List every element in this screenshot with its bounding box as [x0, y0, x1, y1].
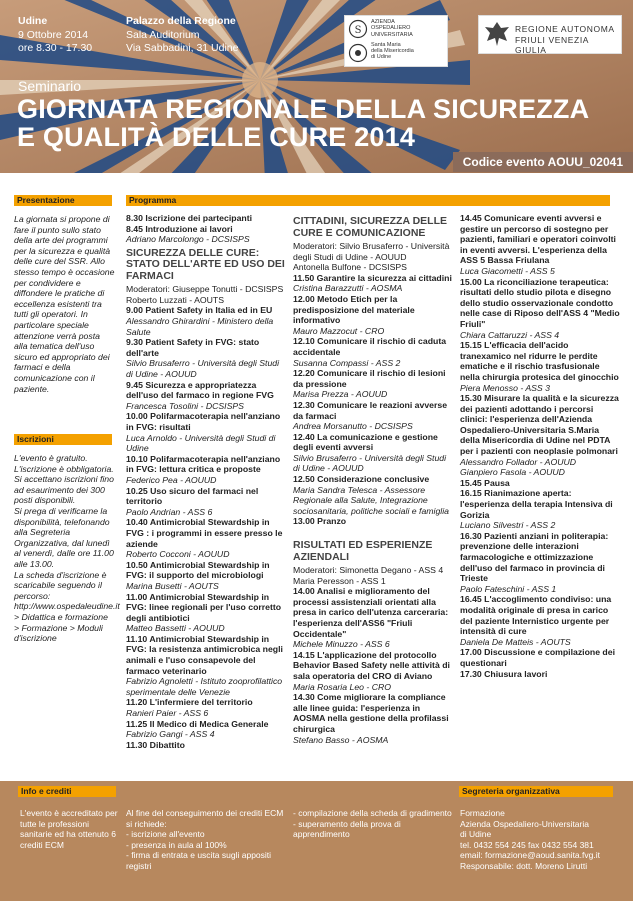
programme-talk: 13.00 Pranzo: [293, 516, 347, 527]
programme-talk: 9.30 Patient Safety in FVG: stato dell'arte: [126, 337, 260, 358]
programme-section-title: SICUREZZA DELLE CURE: STATO DELL'ARTE ED USO DEI FARMACI: [126, 246, 285, 282]
ecm-req: - presenza in aula al 100%: [126, 839, 227, 850]
programme-speaker: Piera Menosso - ASS 3: [460, 382, 550, 393]
event-time: ore 8.30 - 17.30: [18, 42, 93, 54]
programma-header: [126, 195, 610, 206]
segreteria-text: [460, 808, 630, 871]
programme-talk: 14.30 Come migliorare la compliance alle linee guida: l'esperienza in AOSMA nella gestione della profilassi chirurgica: [293, 692, 449, 734]
title-line1: GIORNATA REGIONALE DELLA SICUREZZA: [17, 94, 590, 124]
programme-speaker: Michele Minuzzo - ASS 6: [293, 639, 390, 650]
programme-talk: 15.45 Pausa: [460, 477, 510, 488]
programme-speaker: Luca Arnoldo - Università degli Studi di Udine: [126, 432, 276, 454]
venue-address: Via Sabbadini, 31 Udine: [126, 42, 239, 54]
programme-talk: 14.00 Analisi e miglioramento del processi assistenziali orientati alla presa in carico dell'utenza carceraria: l'esperienza dell'ASS6 "Friuli Occidentale": [293, 586, 449, 639]
programme-speaker: Fabrizio Gangi - ASS 4: [126, 729, 215, 740]
programma-label: Programma: [129, 195, 177, 205]
presentazione-text: La giornata si propone di fare il punto sullo stato della arte dei programmi per la sicurezza e qualità delle cure del SSR. Allo stesso tempo è occasione per condividere e diffondere le pratiche di eccellenza esistenti tra tutti gli operatori. In particolare speciale attenzione verrà posta alla tematica dell'uso sicuro ed appropriato dei farmaci e della comunicazione con il paziente.: [14, 214, 115, 394]
programme-speaker: Maria Sandra Telesca - Assessore Regionale alla Salute, Integrazione sociosanitaria, politiche sociali e famiglia: [293, 484, 449, 516]
segreteria-line: di Udine: [460, 829, 492, 839]
programme-moderator: Antonella Bulfone - DCSISPS: [293, 262, 407, 273]
iscrizioni-line: Si accettano iscrizioni fino ad esaurimento dei 300 posti disponibili.: [14, 474, 114, 506]
programme-speaker: Fabrizio Agnoletti - Istituto zooprofilattico sperimentale delle Venezie: [126, 676, 283, 697]
event-code-badge: Codice evento AOUU_02041: [453, 152, 633, 172]
region-logo-line1: REGIONE AUTONOMA: [515, 24, 615, 34]
info-label: Info e crediti: [21, 786, 72, 796]
iscrizioni-link[interactable]: http://www.ospedaleudine.it > Didattica e formazione > Formazione > Moduli d'iscrizione: [14, 601, 120, 644]
programme-talk: 10.25 Uso sicuro del farmaci nel territorio: [126, 485, 259, 507]
programme-talk: 11.25 Il Medico di Medica Generale: [126, 718, 269, 729]
programme-talk: 8.45 Introduzione ai lavori: [126, 223, 233, 234]
iscrizioni-label: Iscrizioni: [17, 434, 54, 444]
programme-talk: 11.00 Antimicrobial Stewardship in FVG: linee regionali per l'uso corretto degli antibiotici: [126, 591, 282, 623]
segreteria-header: [459, 786, 613, 797]
region-logo-line2: FRIULI VENEZIA GIULIA: [515, 34, 589, 55]
ecm-requirements-2: [293, 808, 453, 840]
segreteria-label: Segreteria organizzativa: [462, 786, 560, 796]
iscrizioni-line: La scheda d'iscrizione è scaricabile seguendo il percorso:: [14, 569, 107, 601]
iscrizioni-text: [14, 453, 120, 644]
programme-talk: 12.20 Comunicare il rischio di lesioni da pressione: [293, 368, 446, 389]
programme-speaker: Ranieri Paier - ASS 6: [126, 708, 209, 719]
programme-speaker: Maria Rosaria Leo - CRO: [293, 681, 392, 692]
hospital-crest-icon: [348, 43, 368, 63]
hospital-logo-line2: OSPEDALIERO: [371, 25, 411, 32]
programme-speaker: Paolo Fateschini - ASS 1: [460, 583, 557, 594]
programme-talk: 12.50 Considerazione conclusive: [293, 474, 430, 485]
hospital-seal-icon: [348, 19, 368, 39]
programme-section-title: CITTADINI, SICUREZZA DELLE CURE E COMUNICAZIONE: [293, 215, 447, 239]
programme-moderator: Roberto Luzzati - AOUTS: [126, 294, 225, 305]
hospital-logo-line4: Santa Maria: [371, 41, 401, 48]
event-date: 9 Ottobre 2014: [18, 28, 89, 41]
programme-talk: 10.10 Polifarmacoterapia nell'anziano in FVG: lettura critica e proposte: [126, 453, 281, 475]
programme-speaker: Luciano Silvestri - ASS 2: [460, 520, 556, 531]
hospital-logo-line1: AZIENDA: [371, 19, 395, 25]
title-line2: E QUALITÀ DELLE CURE 2014: [17, 122, 416, 152]
programme-speaker: Paolo Andrian - ASS 6: [126, 506, 213, 517]
programme-speaker: Roberto Cocconi - AOUUD: [126, 549, 230, 560]
iscrizioni-line: L'iscrizione è obbligatoria.: [14, 463, 114, 474]
segreteria-phone: tel. 0432 554 245 fax 0432 554 381: [460, 839, 594, 850]
programme-talk: 11.50 Garantire la sicurezza ai cittadini: [293, 272, 452, 283]
segreteria-line: Azienda Ospedaliero-Universitaria: [460, 818, 589, 829]
venue-name: Palazzo della Regione: [126, 15, 236, 27]
programme-speaker: Adriano Marcolongo - DCSISPS: [126, 234, 250, 245]
programme-speaker: Chiara Cattaruzzi - ASS 4: [460, 329, 560, 340]
programme-speaker: Andrea Morsanutto - DCSISPS: [293, 421, 413, 432]
programme-talk: 16.15 Rianimazione aperta: l'esperienza della terapia Intensiva di Gorizia: [460, 488, 613, 520]
svg-text:S: S: [354, 25, 362, 36]
programme-talk: 12.10 Comunicare il rischio di caduta accidentale: [293, 336, 447, 357]
programma-column-3: [460, 213, 620, 679]
programme-speaker: Federico Pea - AOUUD: [126, 474, 217, 485]
programme-speaker: Luca Giacometti - ASS 5: [460, 265, 555, 276]
programme-speaker: Alessandro Follador - AOUUD: [460, 456, 577, 467]
programme-spacer: [293, 527, 453, 537]
programme-speaker: Alessandro Ghirardini - Ministero della Salute: [126, 316, 274, 337]
seminar-label: Seminario: [18, 78, 82, 94]
programme-talk: 17.00 Discussione e compilazione dei questionari: [460, 647, 615, 668]
programme-speaker: Francesca Tosolini - DCSISPS: [126, 400, 244, 411]
programme-talk: 11.30 Dibattito: [126, 739, 185, 750]
programme-talk: 12.40 La comunicazione e gestione degli eventi avversi: [293, 431, 438, 453]
eagle-icon: [483, 19, 511, 49]
programme-talk: 15.30 Misurare la qualità e la sicurezza dei pazienti adottando i percorsi clinici: l'esperienza dell'Azienda Ospedaliero-Universitaria S.Maria della Misericordia di Udine nel PDTA per i pazienti con neoplasie polmonari: [460, 393, 619, 457]
programma-column-2: [293, 213, 453, 745]
venue-block: [126, 15, 238, 56]
programme-talk: 12.00 Metodo Etich per la predisposizione del materiale informativo: [293, 293, 415, 326]
programme-moderator: Maria Peresson - ASS 1: [293, 575, 386, 586]
region-logo: [478, 15, 622, 54]
programme-talk: 10.00 Polifarmacoterapia nell'anziano in FVG: risultati: [126, 411, 281, 432]
presentazione-header: [14, 195, 112, 206]
page-title: [17, 95, 589, 151]
programme-speaker: Matteo Bassetti - AOUUD: [126, 623, 225, 634]
programme-talk: 11.20 L'infermiere del territorio: [126, 697, 253, 708]
programme-talk: 9.00 Patient Safety in Italia ed in EU: [126, 305, 273, 316]
hospital-logo: [344, 15, 448, 67]
programme-speaker: Susanna Compassi - ASS 2: [293, 357, 401, 368]
hospital-logo-line5: della Misericordia: [371, 48, 414, 55]
info-header: [18, 786, 116, 797]
hospital-logo-line6: di Udine: [371, 54, 392, 61]
ecm-intro: Al fine del conseguimento dei crediti ECM si richiede:: [126, 808, 284, 829]
hospital-logo-line3: UNIVERSITARIA: [371, 31, 413, 38]
programme-speaker: Mauro Mazzocut - CRO: [293, 325, 385, 336]
programme-moderator: Moderatori: Simonetta Degano - ASS 4: [293, 565, 444, 576]
iscrizioni-header: [14, 434, 112, 445]
programme-moderator: Moderatori: Giuseppe Tonutti - DCSISPS: [126, 284, 284, 295]
programme-talk: 10.50 Antimicrobial Stewardship in FVG: il supporto del microbiologi: [126, 559, 270, 581]
programme-talk: 14.15 L'applicazione del protocollo Behavior Based Safety nelle attività di sala operatoria del CRO di Aviano: [293, 649, 450, 681]
header-banner: [0, 0, 633, 173]
segreteria-email[interactable]: email: formazione@aoud.sanita.fvg.it: [460, 850, 600, 860]
iscrizioni-line: L'evento è gratuito.: [14, 453, 88, 463]
programme-talk: 15.00 La riconciliazione terapeutica: risultati dello studio pilota e disegno dello studio osservazionale condotto nelle case di Riposo dell'ASS 4 "Medio Friuli": [460, 276, 620, 329]
programme-talk: 11.10 Antimicrobial Stewardship in FVG: la resistenza antimicrobica negli animali e l'uso consapevole del farmaco veterinario: [126, 633, 283, 676]
programme-speaker: Silvio Brusaferro - Università degli Studi di Udine - AOUUD: [293, 452, 447, 474]
programme-talk: 10.40 Antimicrobial Stewardship in FVG : i programmi in essere presso le aziende: [126, 517, 283, 549]
programme-moderator: Moderatori: Silvio Brusaferro - Università degli Studi di Udine - AOUUD: [293, 241, 450, 262]
programme-talk: 17.30 Chiusura lavori: [460, 668, 548, 679]
date-block: [18, 15, 92, 56]
ecm-req: - firma di entrata e uscita sugli appositi registri: [126, 850, 272, 871]
programme-section-title: RISULTATI ED ESPERIENZE AZIENDALI: [293, 539, 433, 563]
programme-speaker: Daniela De Matteis - AOUTS: [460, 636, 571, 647]
programme-talk: 12.30 Comunicare le reazioni avverse da farmaci: [293, 399, 448, 421]
event-city: Udine: [18, 15, 48, 27]
programma-column-1: [126, 213, 286, 750]
presentazione-label: Presentazione: [17, 195, 75, 205]
segreteria-responsible: Responsabile: dott. Moreno Lirutti: [460, 860, 588, 871]
programme-speaker: Cristina Barazzutti - AOSMA: [293, 283, 403, 294]
ecm-req: - iscrizione all'evento: [126, 829, 205, 839]
venue-room: Sala Auditorium: [126, 28, 200, 41]
info-text: L'evento è accreditato per tutte le professioni sanitarie ed ha ottenuto 6 crediti ECM: [20, 808, 118, 850]
programme-talk: 16.45 L'accoglimento condiviso: una modalità originale di presa in carico del paziente Internistico urgente per intensità di cure: [460, 594, 612, 637]
programme-speaker: Silvio Brusaferro - Università degli Studi di Udine - AOUUD: [126, 358, 280, 380]
programme-talk: 8.30 Iscrizione dei partecipanti: [126, 213, 253, 223]
programme-speaker: Marina Busetti - AOUTS: [126, 580, 219, 591]
footer: [0, 781, 633, 901]
ecm-requirements: [126, 808, 286, 871]
ecm-req: - superamento della prova di apprendimento: [293, 818, 401, 839]
programme-talk: 14.45 Comunicare eventi avversi e gestire un percorso di sostegno per pazienti, familiari e operatori coinvolti in eventi avversi. L'esperienza della ASS 5 Bassa Friulana: [460, 213, 616, 266]
programme-speaker: Marisa Prezza - AOUUD: [293, 389, 388, 400]
programme-talk: 16.30 Pazienti anziani in politerapia: prevenzione delle interazioni farmacologiche e ottimizzazione dell'uso del farmaco in provincia di Trieste: [460, 530, 609, 584]
programme-speaker: Gianpiero Fasola - AOUUD: [460, 467, 565, 478]
ecm-req: - compilazione della scheda di gradimento: [293, 808, 452, 818]
iscrizioni-line: Si prega di verificarne la disponibilità, telefonando alla Segreteria Organizzativa, dal lunedì al venerdì, dalle ore 11.00 alle 13.00.: [14, 505, 114, 569]
segreteria-line: Formazione: [460, 808, 505, 818]
programme-speaker: Stefano Basso - AOSMA: [293, 734, 389, 745]
programme-talk: 9.45 Sicurezza e appropriatezza dell'uso del farmaco in regione FVG: [126, 379, 274, 401]
programme-talk: 15.15 L'efficacia dell'acido tranexamico nel ridurre le perdite ematiche e il rischio trasfusionale nella chirurgia protesica del ginocchio: [460, 340, 619, 382]
